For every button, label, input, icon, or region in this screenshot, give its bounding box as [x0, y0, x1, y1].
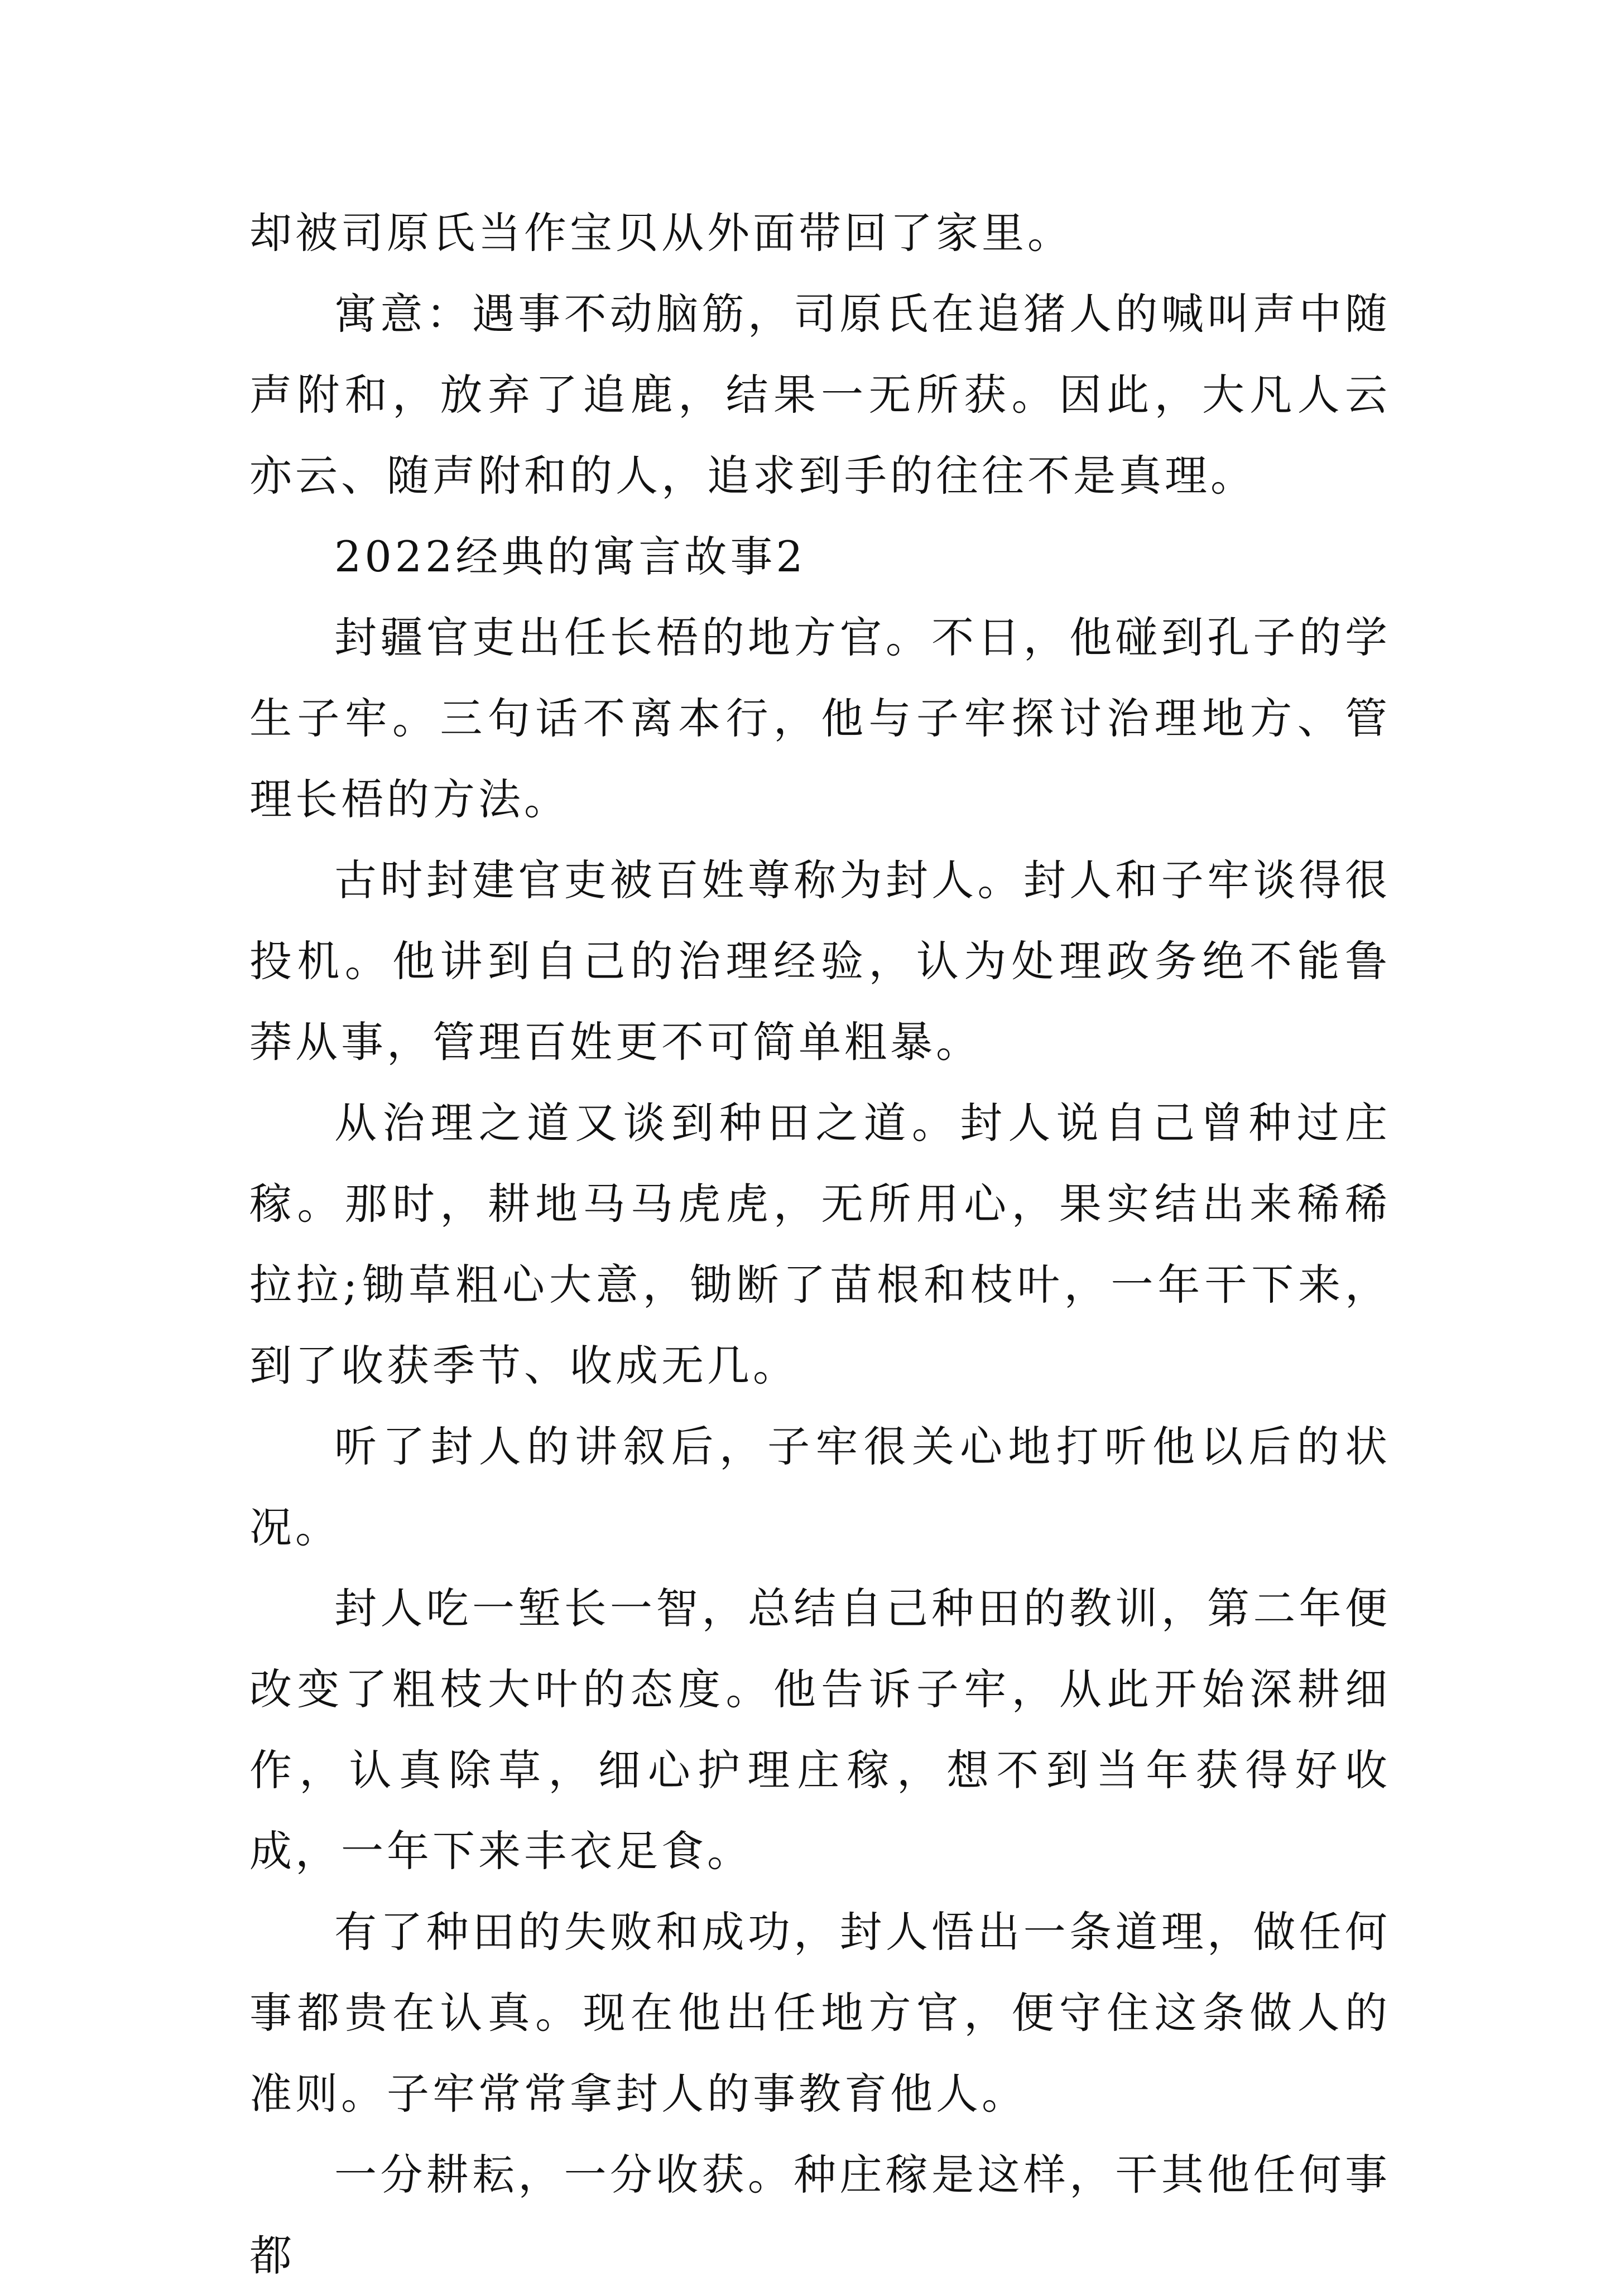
paragraph: 封疆官吏出任长梧的地方官。不日，他碰到孔子的学生子牢。三句话不离本行，他与子牢探讨治理地方、管理长梧的方法。: [249, 613, 1391, 824]
paragraph: 从治理之道又谈到种田之道。封人说自己曾种过庄稼。那时，耕地马马虎虎，无所用心，果实结出来稀稀拉拉;锄草粗心大意，锄断了苗根和枝叶，一年干下来，到了收获季节、收成无几。: [249, 1098, 1391, 1390]
document-body: [249, 192, 1391, 2296]
paragraph: 有了种田的失败和成功，封人悟出一条道理，做任何事都贵在认真。现在他出任地方官，便守住这条做人的准则。子牢常常拿封人的事教育他人。: [249, 1907, 1391, 2119]
paragraph: 古时封建官吏被百姓尊称为封人。封人和子牢谈得很投机。他讲到自己的治理经验，认为处理政务绝不能鲁莽从事，管理百姓更不可简单粗暴。: [249, 855, 1391, 1067]
story-title: 2022经典的寓言故事2: [334, 532, 806, 581]
paragraph: 一分耕耘，一分收获。种庄稼是这样，干其他任何事都: [249, 2150, 1391, 2280]
paragraph: 听了封人的讲叙后，子牢很关心地打听他以后的状况。: [249, 1422, 1391, 1552]
moral-paragraph: 寓意：遇事不动脑筋，司原氏在追猪人的喊叫声中随声附和，放弃了追鹿，结果一无所获。因此，大凡人云亦云、随声附和的人，追求到手的往往不是真理。: [249, 289, 1391, 500]
paragraph: 却被司原氏当作宝贝从外面带回了家里。: [249, 208, 1073, 258]
paragraph: 封人吃一堑长一智，总结自己种田的教训，第二年便改变了粗枝大叶的态度。他告诉子牢，从此开始深耕细作，认真除草，细心护理庄稼，想不到当年获得好收成，一年下来丰衣足食。: [249, 1583, 1391, 1876]
